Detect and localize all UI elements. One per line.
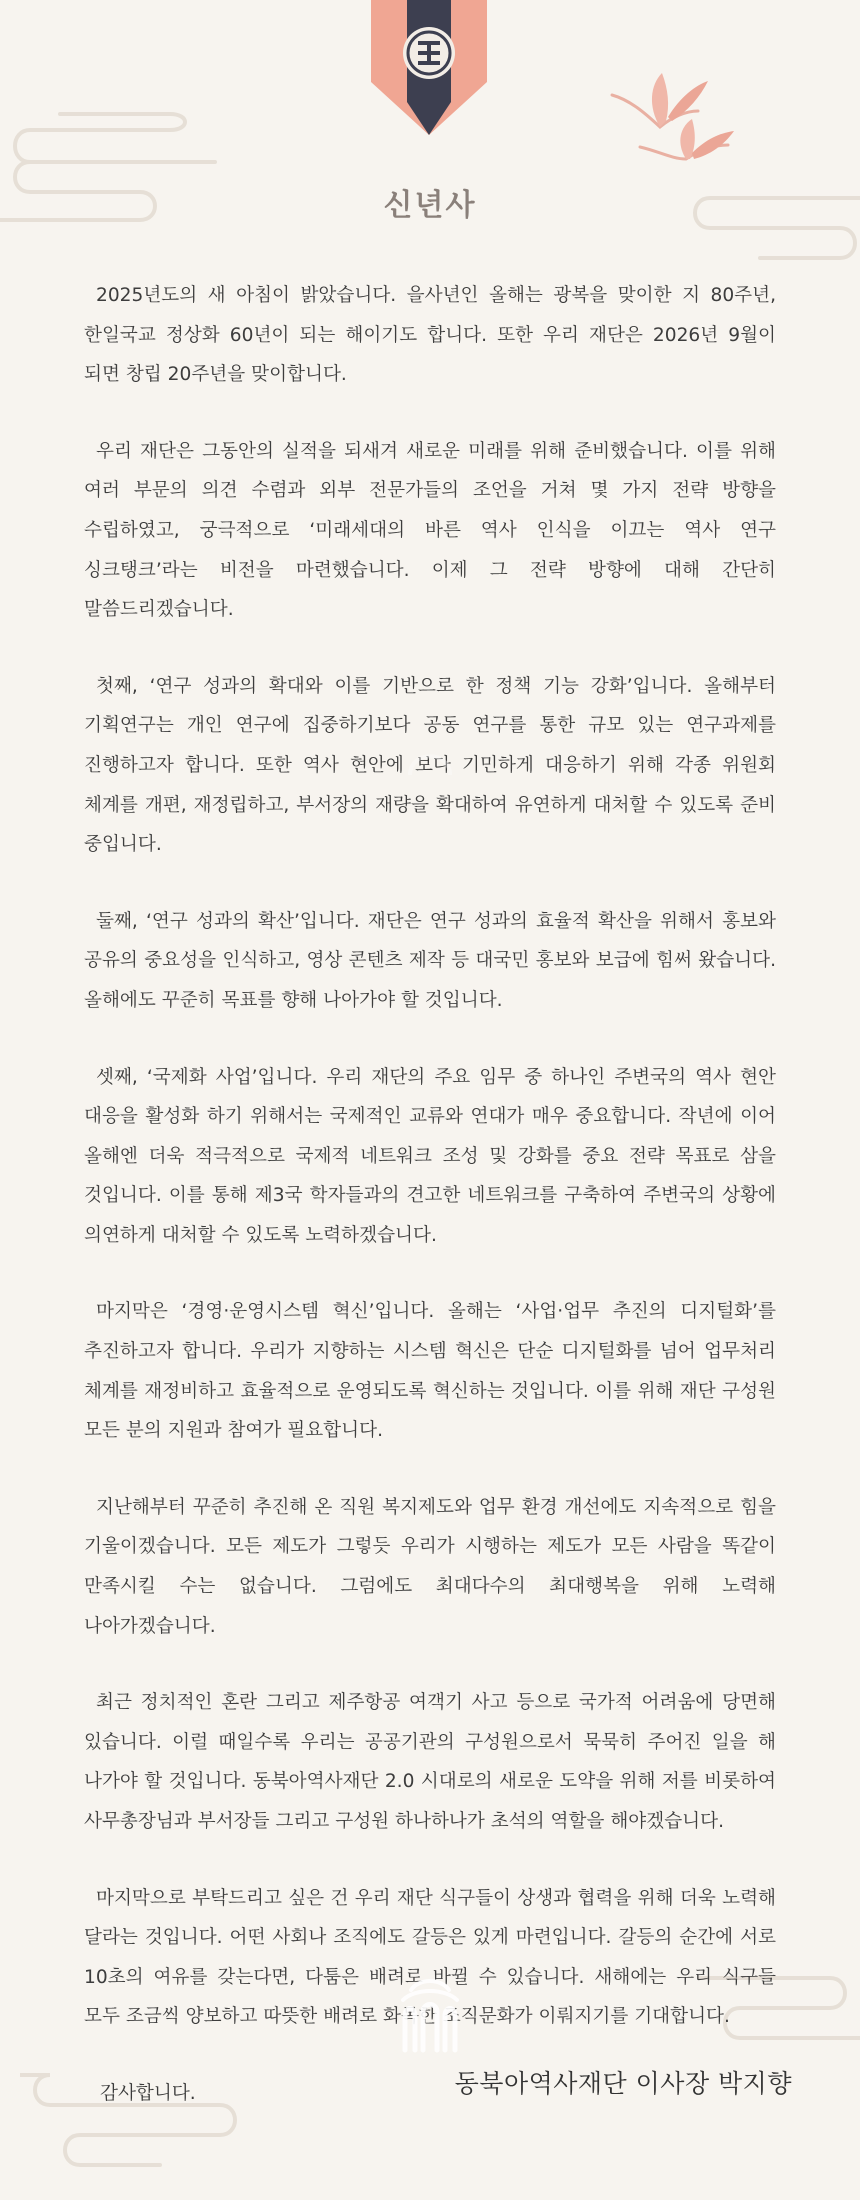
paragraph: 마지막은 ‘경영·운영시스템 혁신’입니다. 올해는 ‘사업·업무 추진의 디지털화’를 추진하고자 합니다. 우리가 지향하는 시스템 혁신은 단순 디지털화를 넘어 업무처리 체계를 재정비하고 효율적으로 운영되도록 혁신하는 것입니다. 이를 위해 재단 구성원 모든 분의 지원과 참여가 필요합니다. xyxy=(84,1301,776,1442)
paragraph: 셋째, ‘국제화 사업’입니다. 우리 재단의 주요 임무 중 하나인 주변국의 역사 현안 대응을 활성화 하기 위해서는 국제적인 교류와 연대가 매우 중요합니다. 작년에 이어 올해엔 더욱 적극적으로 국제적 네트워크 조성 및 강화를 중요 전략 목표로 삼을 것입니다. 이를 통해 제3국 학자들과의 견고한 네트워크를 구축하여 주변국의 상황에 의연하게 대처할 수 있도록 노력하겠습니다. xyxy=(84,1066,776,1246)
paragraph: 최근 정치적인 혼란 그리고 제주항공 여객기 사고 등으로 국가적 어려움에 당면해 있습니다. 이럴 때일수록 우리는 공공기관의 구성원으로서 묵묵히 주어진 일을 해 나가야 할 것입니다. 동북아역사재단 2.0 시대로의 새로운 도약을 위해 저를 비롯하여 사무총장님과 부서장들 그리고 구성원 하나하나가 초석의 역할을 해야겠습니다. xyxy=(84,1692,776,1832)
ribbon-emblem-icon xyxy=(371,0,487,135)
page-title: 신년사 xyxy=(383,188,477,223)
watermark-icon xyxy=(390,740,470,780)
paragraph: 첫째, ‘연구 성과의 확대와 이를 기반으로 한 정책 기능 강화’입니다. 올해부터 기획연구는 개인 연구에 집중하기보다 공동 연구를 통한 규모 있는 연구과제를 진행하고자 합니다. 또한 역사 현안에 보다 기민하게 대응하기 위해 각종 위원회 체계를 개편, 재정립하고, 부서장의 재량을 확대하여 유연하게 대처할 수 있도록 준비 중입니다. xyxy=(84,675,776,856)
paragraph: 마지막으로 부탁드리고 싶은 건 우리 재단 식구들이 상생과 협력을 위해 더욱 노력해 달라는 것입니다. 어떤 사회나 조직에도 갈등은 있게 마련입니다. 갈등의 순간에 서로 10초의 여유를 갖는다면, 다툼은 배려로 바뀔 수 있습니다. 새해에는 우리 식구들 모두 조금씩 양보하고 따뜻한 배려로 화목한 조직문화가 이뤄지기를 기대합니다. xyxy=(84,1887,776,2028)
letter-body xyxy=(84,276,776,2114)
signature: 동북아역사재단 이사장 박지향 xyxy=(454,2069,792,2098)
closing-text: 감사합니다. xyxy=(100,2082,196,2104)
paragraph: 지난해부터 꾸준히 추진해 온 직원 복지제도와 업무 환경 개선에도 지속적으로 힘을 기울이겠습니다. 모든 제도가 그렇듯 우리가 시행하는 제도가 모든 사람을 똑같이 만족시킬 수는 없습니다. 그럼에도 최대다수의 최대행복을 위해 노력해 나아가겠습니다. xyxy=(84,1496,776,1637)
crane-birds-icon xyxy=(600,55,750,165)
paragraph: 둘째, ‘연구 성과의 확산’입니다. 재단은 연구 성과의 효율적 확산을 위해서 홍보와 공유의 중요성을 인식하고, 영상 콘텐츠 제작 등 대국민 홍보와 보급에 힘써 왔습니다. 올해에도 꾸준히 목표를 향해 나아가야 할 것입니다. xyxy=(84,910,776,1011)
paragraph: 2025년도의 새 아침이 밝았습니다. 을사년인 올해는 광복을 맞이한 지 80주년, 한일국교 정상화 60년이 되는 해이기도 합니다. 또한 우리 재단은 2026년 9월이 되면 창립 20주년을 맞이합니다. xyxy=(84,285,776,386)
foundation-logo-icon xyxy=(393,1974,467,2054)
paragraph: 우리 재단은 그동안의 실적을 되새겨 새로운 미래를 위해 준비했습니다. 이를 위해 여러 부문의 의견 수렴과 외부 전문가들의 조언을 거쳐 몇 가지 전략 방향을 수립하였고, 궁극적으로 ‘미래세대의 바른 역사 인식을 이끄는 역사 연구 싱크탱크’라는 비전을 마련했습니다. 이제 그 전략 방향에 대해 간단히 말씀드리겠습니다. xyxy=(84,440,776,621)
